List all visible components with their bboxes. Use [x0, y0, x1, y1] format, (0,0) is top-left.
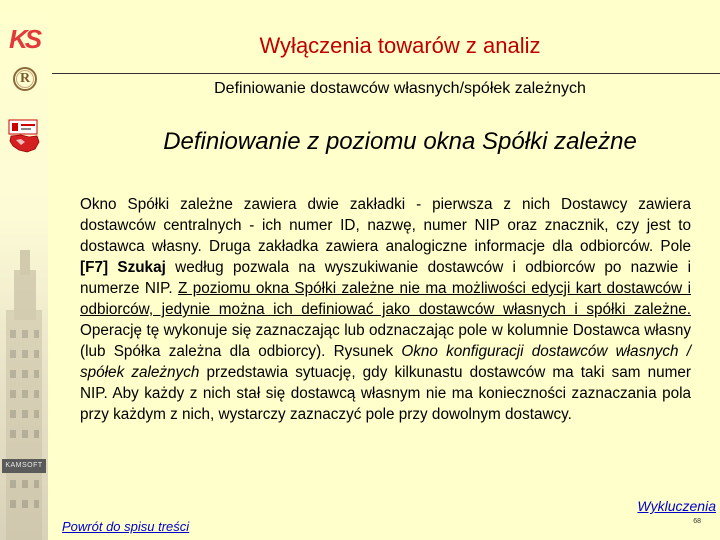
f7-search-key: [F7] Szukaj — [80, 259, 166, 276]
page-title: Wyłączenia towarów z analiz — [259, 33, 541, 58]
title-divider — [52, 73, 720, 74]
page-number: 68 — [693, 518, 701, 525]
poland-map-badge-icon — [7, 118, 43, 154]
body-paragraph — [80, 194, 691, 425]
body-text-part: Okno Spółki zależne zawiera dwie zakładki - pierwsza z nich Dostawcy zawiera dostawców centralnych - ich numer ID, nazwę, numer NIP oraz znacznik, czy jest to dostawca własny. Druga zakładka zawiera analogiczne informacje dla odbiorców. Pole — [80, 196, 691, 255]
office-building-icon — [0, 250, 48, 540]
body-text-part: według pozwala na wyszukiwanie dostawców i odbiorców po nazwie i numerze NIP. — [80, 259, 692, 297]
kamsoft-label: KAMSOFT — [2, 459, 46, 473]
next-link-wykluczenia[interactable]: Wykluczenia — [637, 498, 716, 514]
sidebar-decoration — [0, 0, 48, 540]
section-heading: Definiowanie z poziomu okna Spółki zależne — [163, 128, 637, 155]
ks-logo-icon: KS — [9, 24, 40, 54]
figure-reference: Okno konfiguracji dostawców własnych / spółek zależnych — [80, 343, 691, 381]
back-to-toc-link[interactable]: Powrót do spisu treści — [62, 519, 190, 534]
page-subtitle: Definiowanie dostawców własnych/spółek zależnych — [214, 80, 586, 97]
registered-seal-icon: R — [13, 67, 37, 91]
body-underlined-note: Z poziomu okna Spółki zależne nie ma możliwości edycji kart dostawców i odbiorców, jedynie można ich definiować jako dostawców własnych i spółki zależne. — [80, 280, 691, 318]
body-text-part: Operację tę wykonuje się zaznaczając lub odznaczając pole w kolumnie Dostawca własny (lub Spółka zależna dla odbiorcy). Rysunek — [80, 322, 691, 360]
body-text-part: przedstawia sytuację, gdy kilkunastu dostawców ma taki sam numer NIP. Aby każdy z nich stał się dostawcą własnym nie ma konieczności zaznaczania pola przy każdym z nich, wystarczy zaznaczyć pole przy dowolnym dostawcy. — [80, 364, 691, 423]
